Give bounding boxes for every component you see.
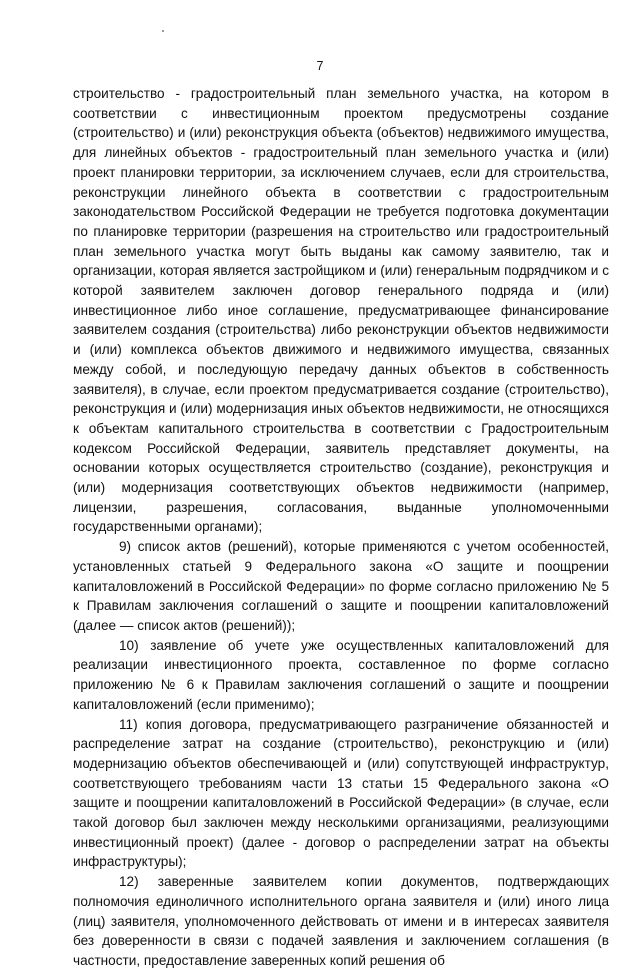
paragraph-text: 10) заявление об учете уже осуществленных капиталовложений для реализации инвестиционного проекта, составленное по форме согласно приложению № 6 к Правилам заключения соглашений о защите и поощрении капиталовложений (если применимо);	[73, 637, 609, 712]
paragraph-text: 11) копия договора, предусматривающего разграничение обязанностей и распределение затрат на создание (строительство), реконструкцию и (или) модернизацию объектов обеспечивающей и (или) сопутствующей инфраструктур, соответствующего требованиям части 13 статьи 15 Федерального закона «О защите и поощрении капиталовложений в Российской Федерации» (в случае, если такой договор был заключен между несколькими организациями, реализующими инвестиционный проект) (далее - договор о распределении затрат на объекты инфраструктуры);	[73, 716, 609, 870]
paragraph-item-9	[73, 537, 609, 636]
paragraph-item-10	[73, 636, 609, 715]
paragraph-continuation	[73, 84, 609, 537]
document-body	[73, 84, 609, 971]
paragraph-text: 9) список актов (решений), которые применяются с учетом особенностей, установленных статьей 9 Федерального закона «О защите и поощрении капиталовложений в Российской Федерации» по форме согласно приложению № 5 к Правилам заключения соглашений о защите и поощрении капиталовложений (далее — список актов (решений));	[73, 539, 609, 633]
paragraph-text: 12) заверенные заявителем копии документов, подтверждающих полномочия единоличного исполнительного органа заявителя и (или) иного лица (лиц) заявителя, уполномоченного действовать от имени и в интересах заявителя без доверенности в связи с подачей заявления и заключением соглашения (в частности, предоставление заверенных копий решения об	[73, 874, 609, 968]
page-number: 7	[316, 59, 324, 73]
paragraph-item-12	[73, 872, 609, 971]
paragraph-text: строительство - градостроительный план земельного участка, на котором в соответствии с инвестиционным проектом предусмотрены создание (строительство) и (или) реконструкция объекта (объектов) недвижимого имущества, для линейных объектов - градостроительный план земельного участка и (или) проект планировки территории, за исключением случаев, если для строительства, реконструкции линейного объекта в соответствии с градостроительным законодательством Российской Федерации не требуется подготовка документации по планировке территории (разрешения на строительство или градостроительный план земельного участка могут быть выданы как самому заявителю, так и организации, которая является застройщиком и (или) генеральным подрядчиком и с которой заявителем заключен договор генерального подряда и (или) инвестиционное либо иное соглашение, предусматривающее финансирование заявителем создания (строительства) либо реконструкции объектов недвижимости и (или) комплекса объектов движимого и недвижимого имущества, связанных между собой, и последующую передачу данных объектов в собственность заявителя), в случае, если проектом предусматривается создание (строительство), реконструкция и (или) модернизация иных объектов недвижимости, не относящихся к объектам капитального строительства в соответствии с Градостроительным кодексом Российской Федерации, заявитель представляет документы, на основании которых осуществляется строительство (создание), реконструкция и (или) модернизация соответствующих объектов недвижимости (например, лицензии, разрешения, согласования, выданные уполномоченными государственными органами);	[73, 86, 609, 535]
paragraph-item-11	[73, 715, 609, 873]
scan-speck	[162, 30, 164, 32]
